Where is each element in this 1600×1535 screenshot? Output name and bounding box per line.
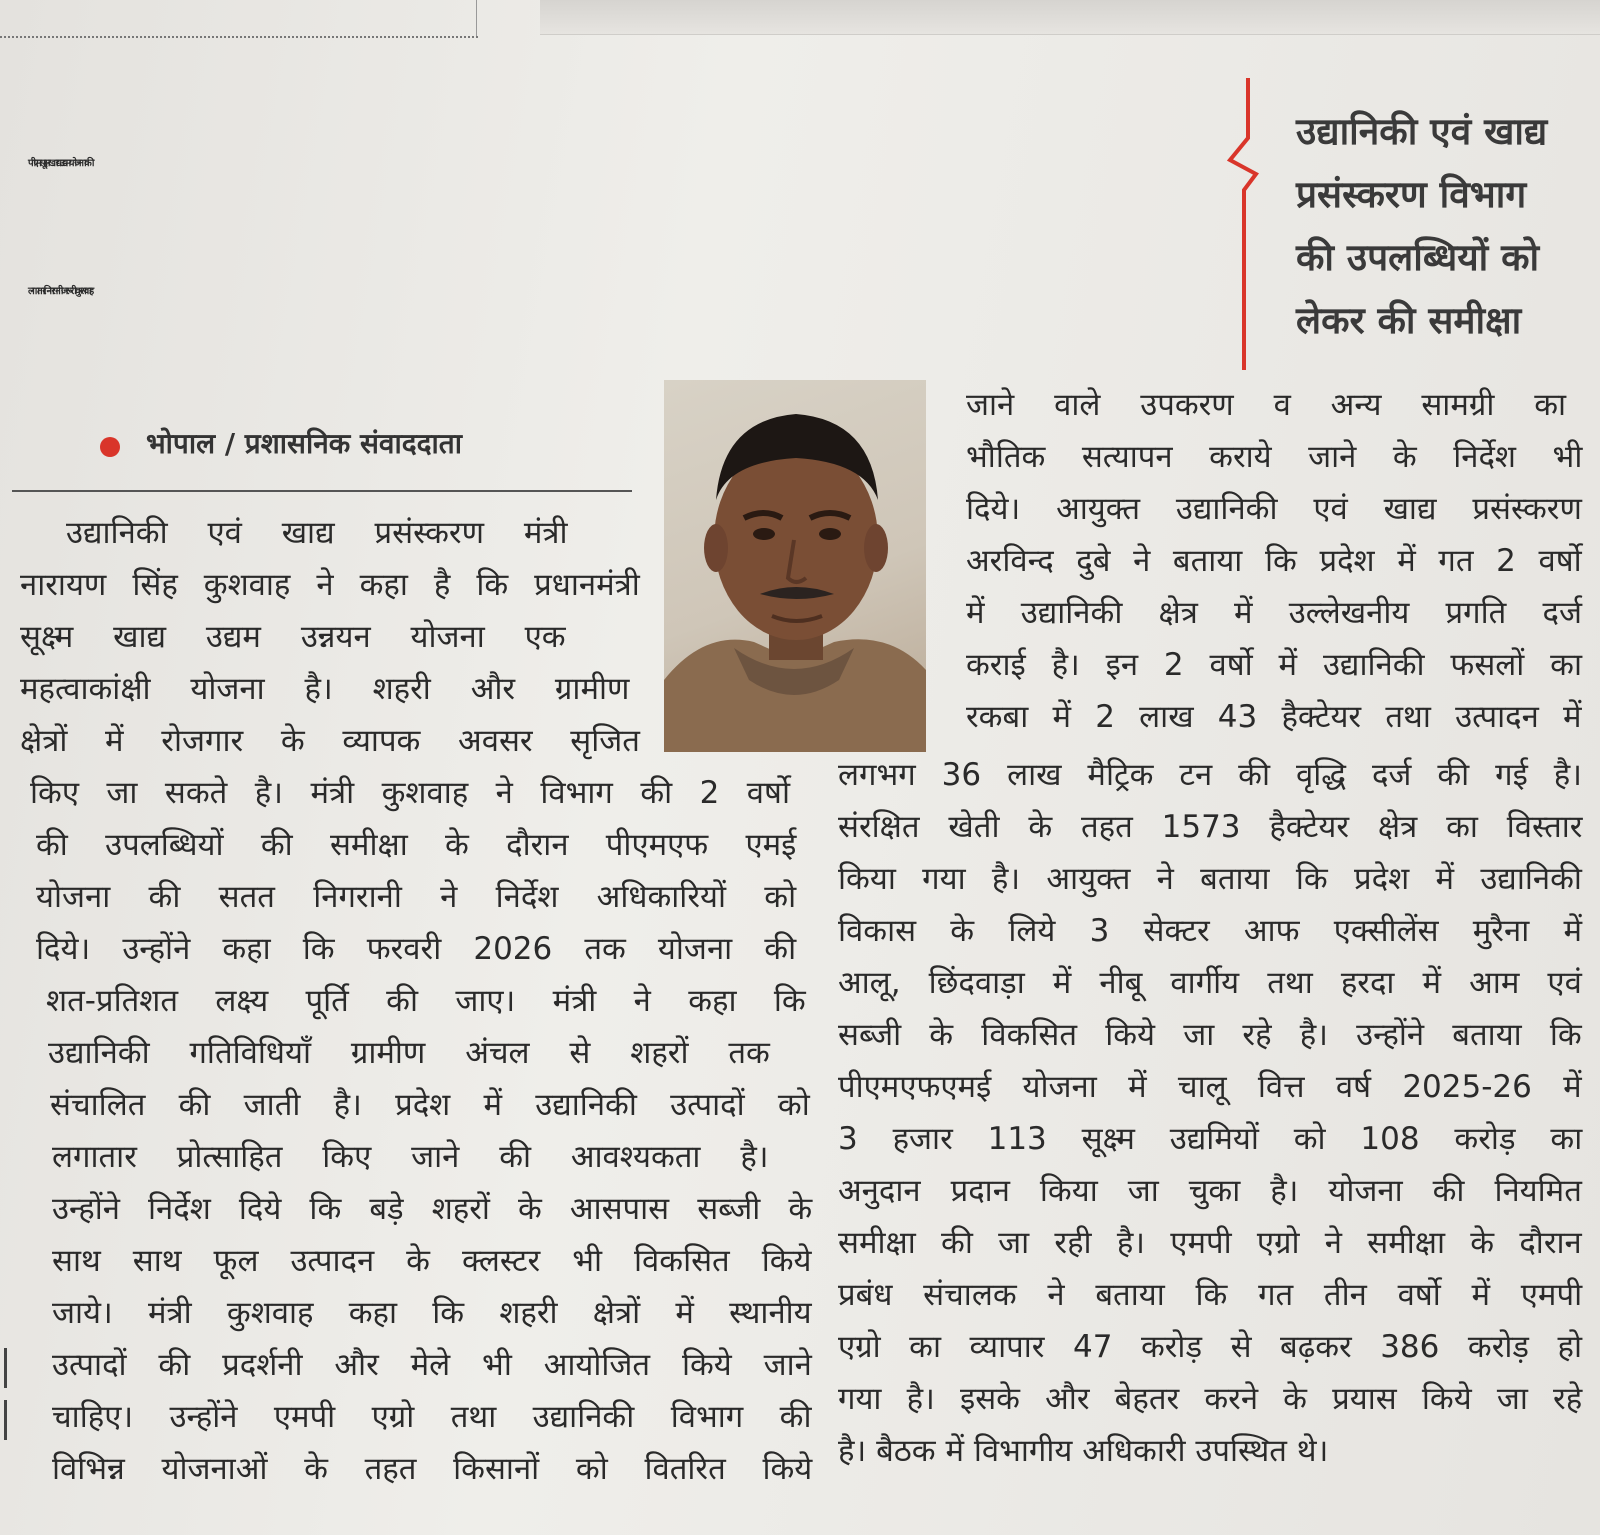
right-col-line: सब्जी के विकसित किये जा रहे है। उन्होंने बताया कि [838, 1017, 1582, 1053]
left-col-line: उन्होंने निर्देश दिये कि बड़े शहरों के आसपास सब्जी के [52, 1191, 813, 1227]
headline-line-1: पीएम सूक्ष्म खाद्य उद्यम योजना की [28, 158, 92, 169]
left-col-line: उत्पादों की प्रदर्शनी और मेले भी आयोजित किये जाने [52, 1347, 812, 1383]
left-col-line: की उपलब्धियों की समीक्षा के दौरान पीएमएफ एमई [36, 827, 797, 863]
left-col-line: जाये। मंत्री कुशवाह कहा कि शहरी क्षेत्रों में स्थानीय [52, 1295, 812, 1331]
left-col-line: दिये। उन्होंने कहा कि फरवरी 2026 तक योजना की [36, 931, 797, 967]
dateline: भोपाल / प्रशासनिक संवाददाता [146, 427, 462, 460]
right-col-line: प्रबंध संचालक ने बताया कि गत तीन वर्षो में एमपी [838, 1277, 1583, 1313]
headline-line-2: लगातार निगरानी जरूरी: कुशवाह [28, 286, 92, 297]
right-col-line: आलू, छिंदवाड़ा में नीबू वार्गीय तथा हरदा में आम एवं [838, 965, 1582, 1001]
right-col-line: है। बैठक में विभागीय अधिकारी उपस्थित थे। [838, 1433, 1329, 1469]
left-col-line: नारायण सिंह कुशवाह ने कहा है कि प्रधानमंत्री [20, 567, 640, 603]
dateline-divider [12, 490, 632, 492]
edge-mark-1 [4, 1348, 7, 1388]
left-col-line: योजना की सतत निगरानी ने निर्देश अधिकारियों को [36, 879, 797, 915]
left-col-line: सूक्ष्म खाद्य उद्यम उन्नयन योजना एक [20, 619, 566, 655]
top-divider [0, 36, 478, 38]
deck-divider-mark [1226, 78, 1266, 370]
deck-line-1: उद्यानिकी एवं खाद्य [1296, 110, 1548, 153]
left-col-line: चाहिए। उन्होंने एमपी एग्रो तथा उद्यानिकी विभाग की [52, 1399, 812, 1435]
right-col-line: गया है। इसके और बेहतर करने के प्रयास किये जा रहे [838, 1381, 1583, 1417]
right-col-line: समीक्षा की जा रही है। एमपी एग्रो ने समीक्षा के दौरान [838, 1225, 1582, 1261]
right-col-line: संरक्षित खेती के तहत 1573 हैक्टेयर क्षेत्र का विस्तार [838, 809, 1583, 845]
right-col-line: किया गया है। आयुक्त ने बताया कि प्रदेश में उद्यानिकी [838, 861, 1582, 897]
left-col-line: लगातार प्रोत्साहित किए जाने की आवश्यकता है। [52, 1139, 769, 1175]
right-col-line: में उद्यानिकी क्षेत्र में उल्लेखनीय प्रगति दर्ज [966, 595, 1582, 631]
deck-line-4: लेकर की समीक्षा [1296, 299, 1522, 342]
left-col-line: संचालित की जाती है। प्रदेश में उद्यानिकी उत्पादों को [50, 1087, 810, 1123]
deck-line-2: प्रसंस्करण विभाग [1296, 173, 1527, 216]
right-col-line: रकबा में 2 लाख 43 हैक्टेयर तथा उत्पादन में [966, 699, 1582, 735]
left-col-line: साथ साथ फूल उत्पादन के क्लस्टर भी विकसित किये [52, 1243, 812, 1279]
right-col-line: पीएमएफएमई योजना में चालू वित्त वर्ष 2025-26 में [838, 1069, 1582, 1105]
left-col-line: क्षेत्रों में रोजगार के व्यापक अवसर सृजित [20, 723, 640, 759]
right-col-line: अरविन्द दुबे ने बताया कि प्रदेश में गत 2 वर्षो [966, 543, 1582, 579]
dateline-bullet [100, 437, 120, 457]
left-col-line: विभिन्न योजनाओं के तहत किसानों को वितरित किये [52, 1451, 813, 1487]
left-col-line: उद्यानिकी एवं खाद्य प्रसंस्करण मंत्री [66, 515, 568, 551]
deck-line-3: की उपलब्धियों को [1296, 236, 1540, 279]
right-col-line: कराई है। इन 2 वर्षो में उद्यानिकी फसलों का [966, 647, 1583, 683]
left-col-line: उद्यानिकी गतिविधियाँ ग्रामीण अंचल से शहरों तक [48, 1035, 770, 1071]
right-col-line: दिये। आयुक्त उद्यानिकी एवं खाद्य प्रसंस्करण [966, 491, 1582, 527]
right-col-line: लगभग 36 लाख मैट्रिक टन की वृद्धि दर्ज की गई है। [838, 757, 1582, 793]
portrait-illustration [664, 380, 926, 752]
right-col-line: भौतिक सत्यापन कराये जाने के निर्देश भी [966, 439, 1583, 475]
minister-photo [664, 380, 926, 752]
previous-article-strip [540, 0, 1600, 35]
top-column-divider [476, 0, 477, 36]
left-col-line: महत्वाकांक्षी योजना है। शहरी और ग्रामीण [20, 671, 630, 707]
right-col-line: अनुदान प्रदान किया जा चुका है। योजना की नियमित [838, 1173, 1582, 1209]
deck [1296, 100, 1586, 352]
right-col-line: जाने वाले उपकरण व अन्य सामग्री का [966, 387, 1567, 423]
headline [28, 100, 1228, 356]
right-col-line: विकास के लिये 3 सेक्टर आफ एक्सीलेंस मुरैना में [838, 913, 1582, 949]
left-col-line: शत-प्रतिशत लक्ष्य पूर्ति की जाए। मंत्री ने कहा कि [46, 983, 806, 1019]
edge-mark-2 [4, 1400, 7, 1440]
right-col-line: एग्रो का व्यापार 47 करोड़ से बढ़कर 386 करोड़ हो [838, 1329, 1583, 1365]
right-col-line: 3 हजार 113 सूक्ष्म उद्यमियों को 108 करोड़ का [838, 1121, 1583, 1157]
left-col-line: किए जा सकते है। मंत्री कुशवाह ने विभाग की 2 वर्षो [30, 775, 790, 811]
